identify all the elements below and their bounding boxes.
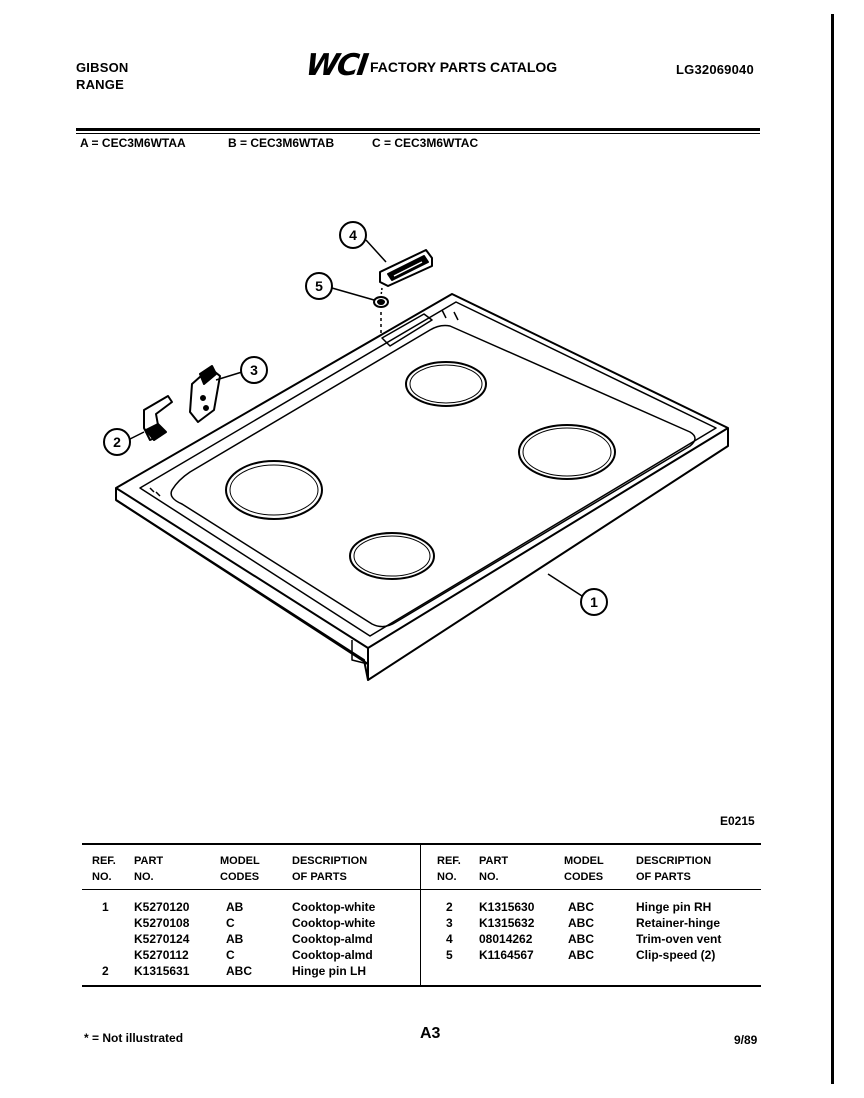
part-no: K5270124	[134, 932, 190, 946]
col-header-ref-left: REF. NO.	[92, 855, 116, 883]
part-no: K1164567	[479, 948, 534, 962]
model-a: A = CEC3M6WTAA	[80, 136, 186, 150]
ref-no: 5	[446, 948, 453, 962]
catalog-number: LG32069040	[676, 62, 754, 77]
model-b: B = CEC3M6WTAB	[228, 136, 335, 150]
leader-4	[366, 240, 386, 262]
part-no: K1315631	[134, 964, 190, 978]
model-codes: C	[226, 948, 235, 962]
catalog-title: FACTORY PARTS CATALOG	[370, 59, 558, 75]
ref-no: 4	[446, 932, 453, 946]
table-divider	[420, 843, 421, 986]
model-codes: ABC	[568, 948, 594, 962]
not-illustrated-note: * = Not illustrated	[84, 1031, 184, 1045]
leader-1	[548, 574, 582, 596]
table-top-rule	[82, 843, 761, 845]
model-codes: C	[226, 916, 235, 930]
leader-5	[332, 288, 374, 300]
ref-no: 3	[446, 916, 453, 930]
col-header-desc-right: DESCRIPTION OF PARTS	[636, 855, 712, 883]
part-description: Retainer-hinge	[636, 916, 721, 930]
product-type: RANGE	[76, 77, 124, 92]
part-description: Cooktop-white	[292, 916, 376, 930]
brand-name: GIBSON	[76, 60, 129, 75]
part-description: Clip-speed (2)	[636, 948, 716, 962]
part-no: K1315632	[479, 916, 535, 930]
callout-label-4: 4	[349, 227, 357, 243]
col-header-model-left: MODEL CODES	[220, 855, 260, 883]
model-codes: ABC	[568, 916, 594, 930]
callout-label-2: 2	[113, 434, 121, 450]
col-header-part-left: PART NO.	[134, 855, 164, 883]
part-no: 08014262	[479, 932, 533, 946]
model-codes: ABC	[226, 964, 252, 978]
model-codes: ABC	[568, 900, 594, 914]
model-codes: AB	[226, 900, 244, 914]
model-c: C = CEC3M6WTAC	[372, 136, 479, 150]
part-no: K1315630	[479, 900, 535, 914]
cooktop-outline	[116, 294, 728, 648]
page-number: A3	[420, 1025, 441, 1042]
col-header-ref-right: REF. NO.	[437, 855, 461, 883]
wci-logo: WCI	[303, 48, 369, 83]
part-description: Hinge pin RH	[636, 900, 712, 914]
col-header-model-right: MODEL CODES	[564, 855, 604, 883]
part-description: Cooktop-almd	[292, 948, 373, 962]
part-no: K5270120	[134, 900, 190, 914]
col-header-part-right: PART NO.	[479, 855, 509, 883]
catalog-date: 9/89	[734, 1033, 758, 1047]
col-header-desc-left: DESCRIPTION OF PARTS	[292, 855, 368, 883]
part-description: Hinge pin LH	[292, 964, 366, 978]
callout-label-1: 1	[590, 594, 598, 610]
part-description: Cooktop-white	[292, 900, 376, 914]
ref-no: 2	[102, 964, 109, 978]
part-description: Cooktop-almd	[292, 932, 373, 946]
part-no: K5270108	[134, 916, 190, 930]
table-header-rule	[82, 889, 761, 890]
callout-label-3: 3	[250, 362, 258, 378]
table-bottom-rule	[82, 985, 761, 987]
ref-no: 1	[102, 900, 109, 914]
part-description: Trim-oven vent	[636, 932, 722, 946]
model-codes: AB	[226, 932, 244, 946]
ref-no: 2	[446, 900, 453, 914]
model-codes: ABC	[568, 932, 594, 946]
figure-code: E0215	[720, 814, 755, 828]
callout-label-5: 5	[315, 278, 323, 294]
part-no: K5270112	[134, 948, 189, 962]
